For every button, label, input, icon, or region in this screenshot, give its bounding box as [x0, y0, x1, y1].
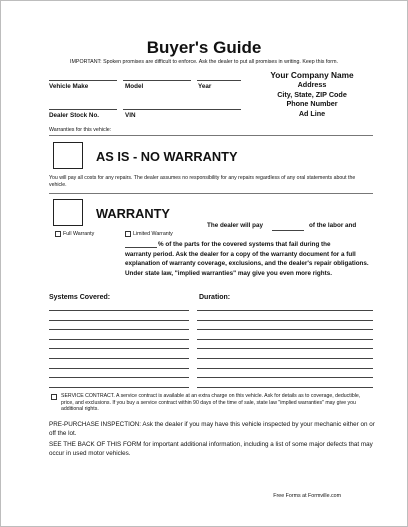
full-warranty-label: Full Warranty — [63, 231, 95, 237]
duration-line[interactable] — [197, 329, 373, 330]
vin-label: VIN — [125, 112, 136, 119]
as-is-checkbox[interactable] — [53, 142, 83, 169]
systems-covered-line[interactable] — [49, 339, 189, 340]
as-is-title: AS IS - NO WARRANTY — [96, 149, 238, 164]
warranty-checkbox[interactable] — [53, 199, 83, 226]
warranty-line1-text: The dealer will pay — [207, 222, 263, 229]
section-divider — [49, 135, 373, 136]
model-label: Model — [125, 83, 144, 90]
vehicle-make-label: Vehicle Make — [49, 83, 89, 90]
see-back-notice: SEE THE BACK OF THIS FORM for important additional information, including a list of some major defects that may occur in used motor vehicles. — [49, 441, 373, 457]
service-contract-label: SERVICE CONTRACT. — [61, 393, 115, 399]
duration-line[interactable] — [197, 368, 373, 369]
footer-credit: Free Forms at Formville.com — [273, 493, 341, 499]
as-is-text: You will pay all costs for any repairs. The dealer assumes no responsibility for any repairs regardless of any oral statements about the vehicle. — [49, 175, 356, 188]
systems-covered-line[interactable] — [49, 387, 189, 388]
warranty-line1b: of the labor and — [309, 222, 357, 229]
limited-warranty-checkbox[interactable] — [125, 231, 131, 237]
company-name: Your Company Name — [270, 70, 354, 80]
limited-warranty-label: Limited Warranty — [133, 231, 173, 237]
duration-line[interactable] — [197, 339, 373, 340]
duration-line[interactable] — [197, 348, 373, 349]
company-city-state-zip: City, State, ZIP Code — [277, 89, 347, 99]
warranty-divider — [49, 193, 373, 194]
warranty-explanation: warranty period. Ask the dealer for a copy of the warranty document for a full explanation of warranty coverage, exclusions, and the dealer's repair obligations. Under state law, "implied warranties" may give you even more rights. — [125, 251, 369, 277]
model-line[interactable] — [123, 80, 191, 81]
duration-line[interactable] — [197, 358, 373, 359]
year-line[interactable] — [197, 80, 241, 81]
company-address: Address — [297, 80, 327, 90]
systems-covered-line[interactable] — [49, 329, 189, 330]
full-warranty-checkbox[interactable] — [55, 231, 61, 237]
duration-line[interactable] — [197, 320, 373, 321]
systems-covered-line[interactable] — [49, 368, 189, 369]
parts-percent-line[interactable] — [125, 247, 157, 248]
warranty-line2: % of the parts for the covered systems that fail during the — [158, 241, 331, 248]
company-info — [251, 71, 373, 118]
duration-line[interactable] — [197, 387, 373, 388]
service-contract-checkbox[interactable] — [51, 394, 57, 400]
systems-covered-line[interactable] — [49, 377, 189, 378]
warranty-line1 — [207, 222, 263, 230]
stock-no-label: Dealer Stock No. — [49, 112, 100, 119]
company-phone: Phone Number — [286, 99, 338, 109]
warranty-title: WARRANTY — [96, 206, 170, 221]
service-contract-block — [61, 393, 373, 413]
duration-line[interactable] — [197, 310, 373, 311]
duration-line[interactable] — [197, 377, 373, 378]
vin-line[interactable] — [123, 109, 241, 110]
systems-covered-line[interactable] — [49, 348, 189, 349]
systems-covered-line[interactable] — [49, 310, 189, 311]
systems-covered-label: Systems Covered: — [49, 294, 111, 301]
important-notice: IMPORTANT: Spoken promises are difficult to enforce. Ask the dealer to put all promises in writing. Keep this form. — [70, 59, 338, 65]
form-title: Buyer's Guide — [146, 38, 262, 57]
stock-no-line[interactable] — [49, 109, 117, 110]
pre-purchase-inspection: PRE-PURCHASE INSPECTION: Ask the dealer if you may have this vehicle inspected by your mechanic either on or off the lot. — [49, 421, 375, 437]
labor-percent-line[interactable] — [272, 230, 304, 231]
systems-covered-line[interactable] — [49, 358, 189, 359]
systems-covered-line[interactable] — [49, 320, 189, 321]
warranties-label: Warranties for this vehicle: — [49, 127, 112, 133]
duration-label: Duration: — [199, 294, 231, 301]
year-label: Year — [198, 83, 212, 90]
vehicle-make-line[interactable] — [49, 80, 117, 81]
company-ad-line: Ad Line — [298, 108, 326, 118]
service-contract-text: A service contract is available at an extra charge on this vehicle. Ask for details as to coverage, deductible, price, and exclusions. If you buy a service contract within 90 days of the time of sale, state law "implied warranties" may give you additional rights. — [61, 393, 361, 413]
